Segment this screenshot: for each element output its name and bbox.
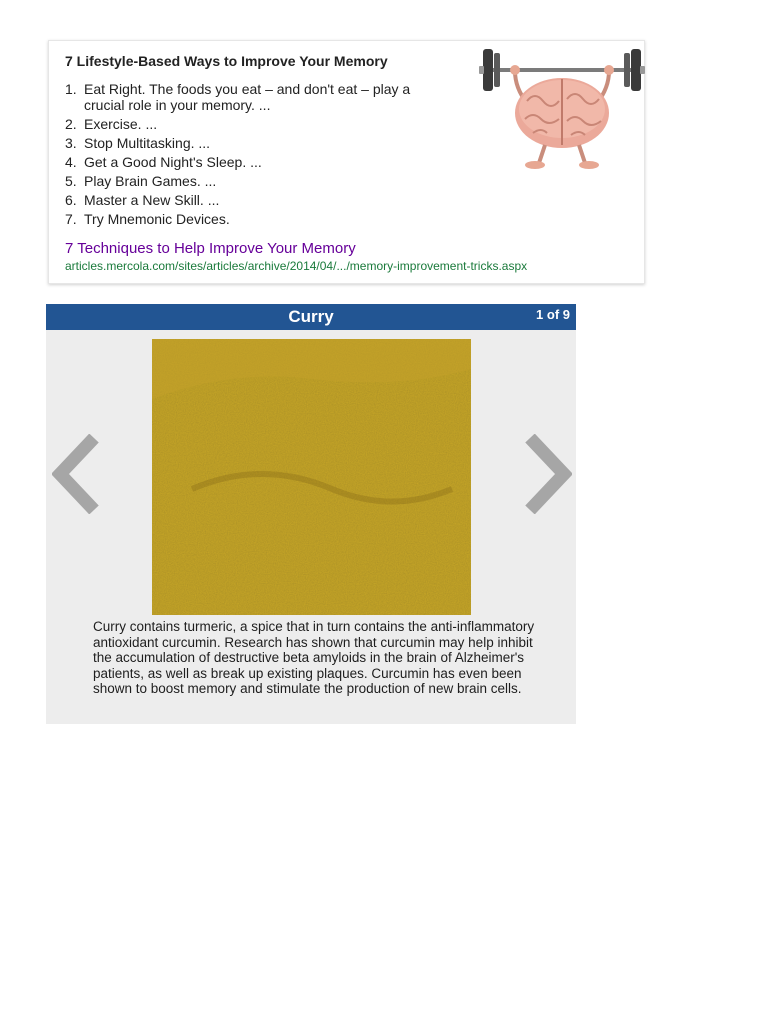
list-item xyxy=(65,154,450,170)
list-item xyxy=(65,116,450,132)
curry-powder-photo xyxy=(152,339,471,615)
list-item-text: Get a Good Night's Sleep. ... xyxy=(84,154,262,170)
chevron-left-icon[interactable] xyxy=(52,434,102,514)
brain-barbell-image[interactable] xyxy=(479,41,645,173)
featured-snippet-card xyxy=(48,40,645,284)
slideshow xyxy=(46,304,576,724)
list-item-number: 2. xyxy=(65,116,77,132)
list-item-number: 7. xyxy=(65,211,77,227)
slide-caption: Curry contains turmeric, a spice that in turn contains the anti-inflammatory antioxidant curcumin. Research has shown that curcumin may help inhibit the accumulation of destructive beta amyloids in the brain of Alzheimer's patients, as well as break up existing plaques. Curcumin has even been shown to boost memory and stimulate the production of new brain cells. xyxy=(93,619,535,696)
snippet-title: 7 Lifestyle-Based Ways to Improve Your Memory xyxy=(65,53,388,69)
snippet-steps-list xyxy=(65,81,450,230)
list-item xyxy=(65,211,450,227)
slide-title: Curry xyxy=(288,307,334,326)
slide-counter: 1 of 9 xyxy=(536,307,570,322)
list-item-text: Stop Multitasking. ... xyxy=(84,135,211,151)
list-item-number: 1. xyxy=(65,81,77,97)
list-item-text: Exercise. ... xyxy=(84,116,158,132)
list-item-text: Play Brain Games. ... xyxy=(84,173,217,189)
list-item-text: Eat Right. The foods you eat – and don't eat – play a crucial role in your memory. ... xyxy=(84,81,411,113)
list-item-number: 4. xyxy=(65,154,77,170)
list-item-number: 3. xyxy=(65,135,77,151)
list-item xyxy=(65,81,450,113)
result-url: articles.mercola.com/sites/articles/archive/2014/04/.../memory-improvement-tricks.aspx xyxy=(65,259,528,273)
chevron-right-icon[interactable] xyxy=(522,434,572,514)
slide-header xyxy=(46,304,576,330)
list-item xyxy=(65,192,450,208)
list-item xyxy=(65,173,450,189)
list-item-text: Master a New Skill. ... xyxy=(84,192,220,208)
list-item-text: Try Mnemonic Devices. xyxy=(84,211,230,227)
list-item xyxy=(65,135,450,151)
list-item-number: 6. xyxy=(65,192,77,208)
result-link[interactable]: 7 Techniques to Help Improve Your Memory xyxy=(65,240,356,257)
list-item-number: 5. xyxy=(65,173,77,189)
